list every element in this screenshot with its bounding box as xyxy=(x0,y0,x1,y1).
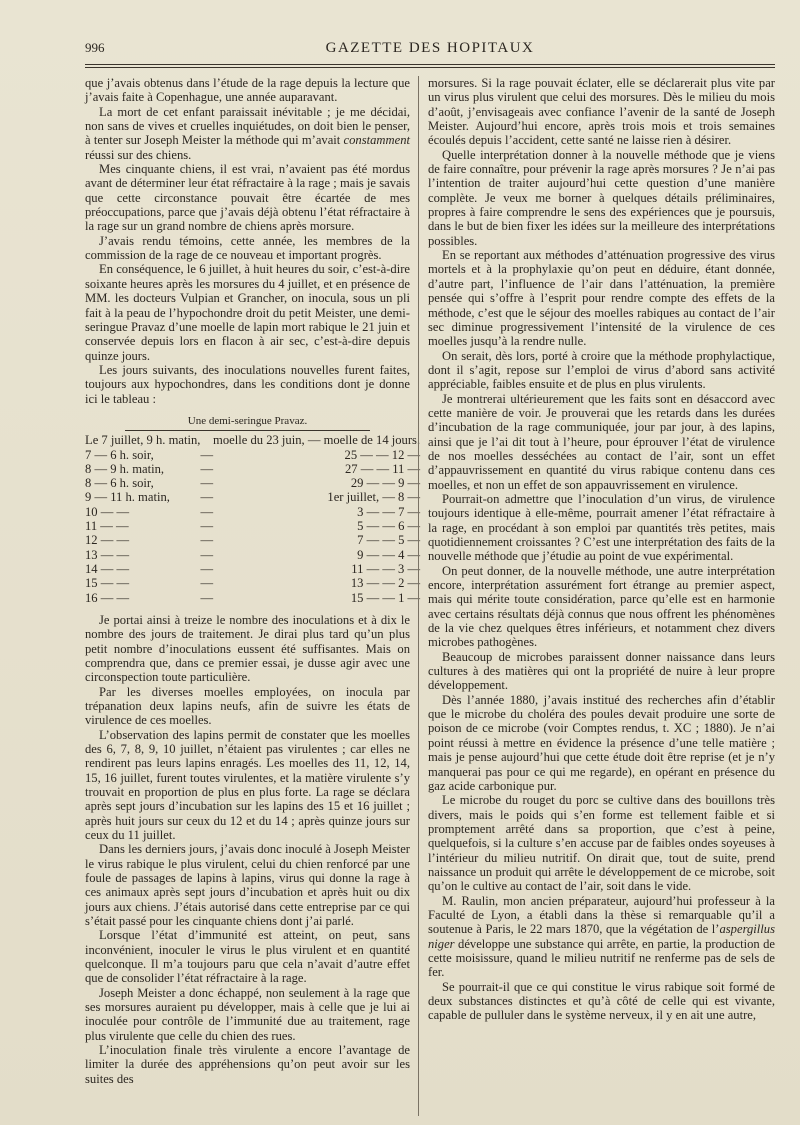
paragraph: M. Raulin, mon ancien préparateur, aujourd’hui professeur à la Faculté de Lyon, a établi dans la thèse si remarquable qu’il a soutenue à Paris, le 22 mars 1870, que la végétation de l’aspergillus niger développe une substance qui arrête, en partie, la production de cette moisissure, quand le milieu nutritif ne renferme pas de sels de fer. xyxy=(428,893,775,980)
table-row xyxy=(85,505,420,519)
paragraph: J’avais rendu témoins, cette année, les membres de la commission de la rage de ce nouveau et important progrès. xyxy=(85,233,410,263)
table-cell-dash: — xyxy=(200,547,214,562)
table-cell-dash: — xyxy=(200,533,214,548)
table-cell-date: 16 — — xyxy=(85,590,130,605)
table-cell-dash: — xyxy=(200,490,214,505)
inoculation-table xyxy=(85,433,420,605)
table-cell-dash: — xyxy=(200,461,214,476)
emphasis: aspergillus niger xyxy=(428,922,775,951)
table-cell-date: Le 7 juillet, 9 h. matin, xyxy=(85,433,201,448)
paragraph: morsures. Si la rage pouvait éclater, elle se déclarerait plus vite par un virus plus virulent que celui des morsures. Dès le milieu du mois d’août, j’envisageais avec confiance l’avenir de la santé de Joseph Meister. Aujourd’hui encore, après trois mois et trois semaines écoulés depuis l’accident, cette santé ne laisse rien à désirer. xyxy=(428,76,775,148)
table-cell-date: 9 — 11 h. matin, xyxy=(85,490,170,505)
table-cell-dash: — xyxy=(200,519,214,534)
table-cell-date: 8 — 9 h. matin, xyxy=(85,461,165,476)
emphasis: constamment xyxy=(343,133,410,148)
paragraph: Pourrait-on admettre que l’inoculation d’un virus, de virulence toujours identique à elle-même, pourrait amener l’état réfractaire à la rage, en procédant à son emploi par quantités très petites, mais quotidiennement croissantes ? C’est une interprétation des faits de la nouvelle méthode que j’étudie au point de vue expérimental. xyxy=(428,491,775,564)
table-row xyxy=(85,448,420,462)
paragraph: Mes cinquante chiens, il est vrai, n’avaient pas été mordus avant de déterminer leur état réfractaire à la rage ; mais je savais que cette circonstance pouvait être écartée de mes préoccupations, parce que j’avais déjà obtenu l’état réfractaire à la rage sur un grand nombre de chiens après morsure. xyxy=(85,162,410,234)
table-cell-marrow: 13 — — 2 — xyxy=(350,576,421,591)
paragraph: En se reportant aux méthodes d’atténuation progressive des virus mortels et à la prophylaxie qu’on peut en déduire, étant donnée, d’autre part, l’influence de l’air dans l’atténuation, la première pensée qui s’offre à l’esprit pour rendre compte des effets de la méthode, c’est que le séjour des moelles rabiques au contact de l’air sec diminue progressivement l’intensité de la virulence de ces moelles jusqu’à la rendre nulle. xyxy=(428,248,775,349)
paragraph: Beaucoup de microbes paraissent donner naissance dans leurs cultures à des matières qui ont la propriété de nuire à leur propre développement. xyxy=(428,649,775,693)
table-cell-marrow: 11 — — 3 — xyxy=(351,561,421,576)
table-cell-marrow: 27 — — 11 — xyxy=(345,461,421,476)
table-cell-date: 12 — — xyxy=(85,533,130,548)
table-row xyxy=(85,548,420,562)
paragraph: Se pourrait-il que ce qui constitue le virus rabique soit formé de deux substances distinctes et qu’à côté de celle qui est vivante, capable de pulluler dans le système nerveux, il y en ait une autre, xyxy=(428,979,775,1023)
paragraph: L’observation des lapins permit de constater que les moelles des 6, 7, 8, 9, 10 juillet, n’étaient pas virulentes ; car elles ne rendirent pas leurs lapins enragés. Les moelles des 11, 12, 14, 15, 16 juillet, furent toutes virulentes, et la matière virulente s’y trouvait en proportion de plus en plus forte. La rage se déclara après sept jours d’incubation sur les lapins des 15 et 16 juillet ; après huit jours sur ceux du 12 et du 14 ; après quinze jours sur ceux du 11 juillet. xyxy=(85,727,410,842)
table-row xyxy=(85,519,420,533)
table-cell-marrow: 3 — — 7 — xyxy=(357,504,421,519)
table-row xyxy=(85,433,420,447)
table-cell-marrow: 5 — — 6 — xyxy=(357,519,421,534)
table-cell-marrow: 15 — — 1 — xyxy=(350,590,421,605)
paragraph: Les jours suivants, des inoculations nouvelles furent faites, toujours aux hypochondres, dans les conditions dont je donne ici le tableau : xyxy=(85,362,410,406)
paragraph: que j’avais obtenus dans l’étude de la rage depuis la lecture que j’avais faite à Copenhague, une année auparavant. xyxy=(85,76,410,105)
paragraph: Je portai ainsi à treize le nombre des inoculations et à dix le nombre des jours de traitement. Je dirai plus tard qu’un plus petit nombre d’inoculations eussent été suffisantes. Mais on comprendra que, dans ce premier essai, je dusse agir avec une circonspection toute particulière. xyxy=(85,612,410,685)
table-cell-date: 10 — — xyxy=(85,504,130,519)
paragraph: L’inoculation finale très virulente a encore l’avantage de limiter la durée des appréhensions qu’on peut avoir sur les suites des xyxy=(85,1043,410,1086)
table-row xyxy=(85,476,420,490)
table-cell-marrow: 29 — — 9 — xyxy=(350,476,421,491)
table-cell-marrow: 25 — — 12 — xyxy=(344,447,421,462)
paragraph: En conséquence, le 6 juillet, à huit heures du soir, c’est-à-dire soixante heures après les morsures du 4 juillet, et en présence de MM. les docteurs Vulpian et Grancher, on inocula, sous un pli fait à la peau de l’hypochondre droit du petit Meister, une demi-seringue Pravaz d’une moelle de lapin mort rabique le 21 juin et conservée depuis lors en flacon à air sec, c’est-à-dire depuis quinze jours. xyxy=(85,262,410,363)
table-row xyxy=(85,490,420,504)
paragraph: On peut donner, de la nouvelle méthode, une autre interprétation encore, interprétation assurément fort étrange au premier aspect, mais qui mérite toute considération, parce qu’elle est en harmonie avec certains résultats déjà connus que nous offrent les phénomènes de la vie chez quelques êtres inférieurs, et notamment chez divers microbes pathogènes. xyxy=(428,563,775,650)
paragraph: Quelle interprétation donner à la nouvelle méthode que je viens de faire connaître, pour prévenir la rage après morsures ? Je n’ai pas l’intention de traiter aujourd’hui cette question d’une manière complète. Je veux me borner à quelques détails préliminaires, propres à faire comprendre le sens des expériences que je poursuis, dans le but de bien fixer les idées sur la meilleure des interprétations possibles. xyxy=(428,147,775,248)
column-divider xyxy=(418,76,419,1116)
table-cell-dash: — xyxy=(200,576,214,591)
table-caption: Une demi-seringue Pravaz. xyxy=(187,414,308,427)
table-cell-marrow: moelle du 23 juin, — moelle de 14 jours. xyxy=(213,433,421,448)
paragraph: Je montrerai ultérieurement que les faits sont en désaccord avec cette manière de voir. Je prouverai que les retards dans les durées d’incubation de la rage communiquée, jour par jour, à des lapins, ainsi que je l’ai dit tout à l’heure, pour éprouver l’état de virulence de nos moelles desséchées au contact de l’air, sont un effet d’appauvrissement en quantité du virus rabique contenu dans ces moelles, et non un effet de son appauvrissement en virulence. xyxy=(428,391,775,492)
table-cell-marrow: 1er juillet, — 8 — xyxy=(327,490,421,505)
page-number: 996 xyxy=(85,40,105,55)
table-cell-dash: — xyxy=(200,476,214,491)
paragraph: Le microbe du rouget du porc se cultive dans des bouillons très divers, mais le poids qui s’en forme est tellement faible et si promptement arrêté dans sa proportion, que c’est à peine, quelquefois, si la culture s’en accuse par de faibles ondes soyeuses à l’intérieur du milieu nutritif. On dirait que, tout de suite, prend naissance un produit qui arrête le développement de ce microbe, soit qu’on le cultive au contact de l’air, soit dans le vide. xyxy=(428,793,775,894)
table-rule xyxy=(125,430,370,431)
table-row xyxy=(85,576,420,590)
page-header xyxy=(85,38,775,62)
table-row xyxy=(85,533,420,547)
table-row xyxy=(85,462,420,476)
table-cell-dash: — xyxy=(200,504,214,519)
paragraph: Lorsque l’état d’immunité est atteint, on peut, sans inconvénient, inoculer le virus le plus virulent et en quantité quelconque. Il m’a toujours paru que cela n’avait d’autre effet que de consolider l’état réfractaire à la rage. xyxy=(85,928,410,986)
table-cell-marrow: 9 — — 4 — xyxy=(357,547,421,562)
table-cell-date: 7 — 6 h. soir, xyxy=(85,447,154,462)
table-cell-date: 14 — — xyxy=(85,561,130,576)
journal-title: GAZETTE DES HOPITAUX xyxy=(325,40,535,56)
table-cell-date: 15 — — xyxy=(85,576,130,591)
table-cell-marrow: 7 — — 5 — xyxy=(357,533,421,548)
paragraph: On serait, dès lors, porté à croire que la méthode prophylactique, dont il s’agit, repose sur l’emploi de virus d’abord sans activité appréciable, faibles ensuite et de plus en plus virulents. xyxy=(428,348,775,392)
table-cell-dash: — xyxy=(200,447,214,462)
paragraph: La mort de cet enfant paraissait inévitable ; je me décidai, non sans de vives et cruelles inquiétudes, on doit bien le penser, à tenter sur Joseph Meister la méthode qui m’avait constamment réussi sur des chiens. xyxy=(85,104,410,162)
paragraph: Dans les derniers jours, j’avais donc inoculé à Joseph Meister le virus rabique le plus virulent, celui du chien renforcé par une foule de passages de lapins à lapins, virus qui donne la rage à ces animaux après sept jours d’incubation et après huit ou dix jours aux chiens. J’étais autorisé dans cette entreprise par ce qui s’était passé pour les cinquante chiens dont j’ai parlé. xyxy=(85,842,410,929)
table-cell-date: 11 — — xyxy=(85,519,129,534)
table-cell-date: 8 — 6 h. soir, xyxy=(85,476,154,491)
paragraph: Par les diverses moelles employées, on inocula par trépanation deux lapins neufs, afin de suivre les états de virulence de ces moelles. xyxy=(85,684,410,728)
table-cell-dash: — xyxy=(200,561,214,576)
paragraph: Joseph Meister a donc échappé, non seulement à la rage que ses morsures auraient pu développer, mais à celle que je lui ai inoculée pour contrôle de l’immunité due au traitement, rage plus virulente que celle du chien des rues. xyxy=(85,985,410,1043)
paragraph: Dès l’année 1880, j’avais institué des recherches afin d’établir que le microbe du choléra des poules devait produire une sorte de poison de ce microbe (voir Comptes rendus, t. XC ; 1880). Je n’ai point réussi à mettre en évidence la présence d’une telle matière ; mais je pense aujourd’hui que cette étude doit être reprise (et je n’y manquerai pas pour ce qui me regarde), en opérant en présence du gaz acide carbonique pur. xyxy=(428,692,775,793)
table-cell-date: 13 — — xyxy=(85,547,130,562)
table-cell-dash: — xyxy=(200,590,214,605)
left-column xyxy=(85,76,421,1086)
right-column xyxy=(428,76,775,1023)
table-row xyxy=(85,562,420,576)
table-cell-dash xyxy=(200,433,213,447)
header-rule xyxy=(85,64,775,68)
table-row xyxy=(85,591,420,605)
